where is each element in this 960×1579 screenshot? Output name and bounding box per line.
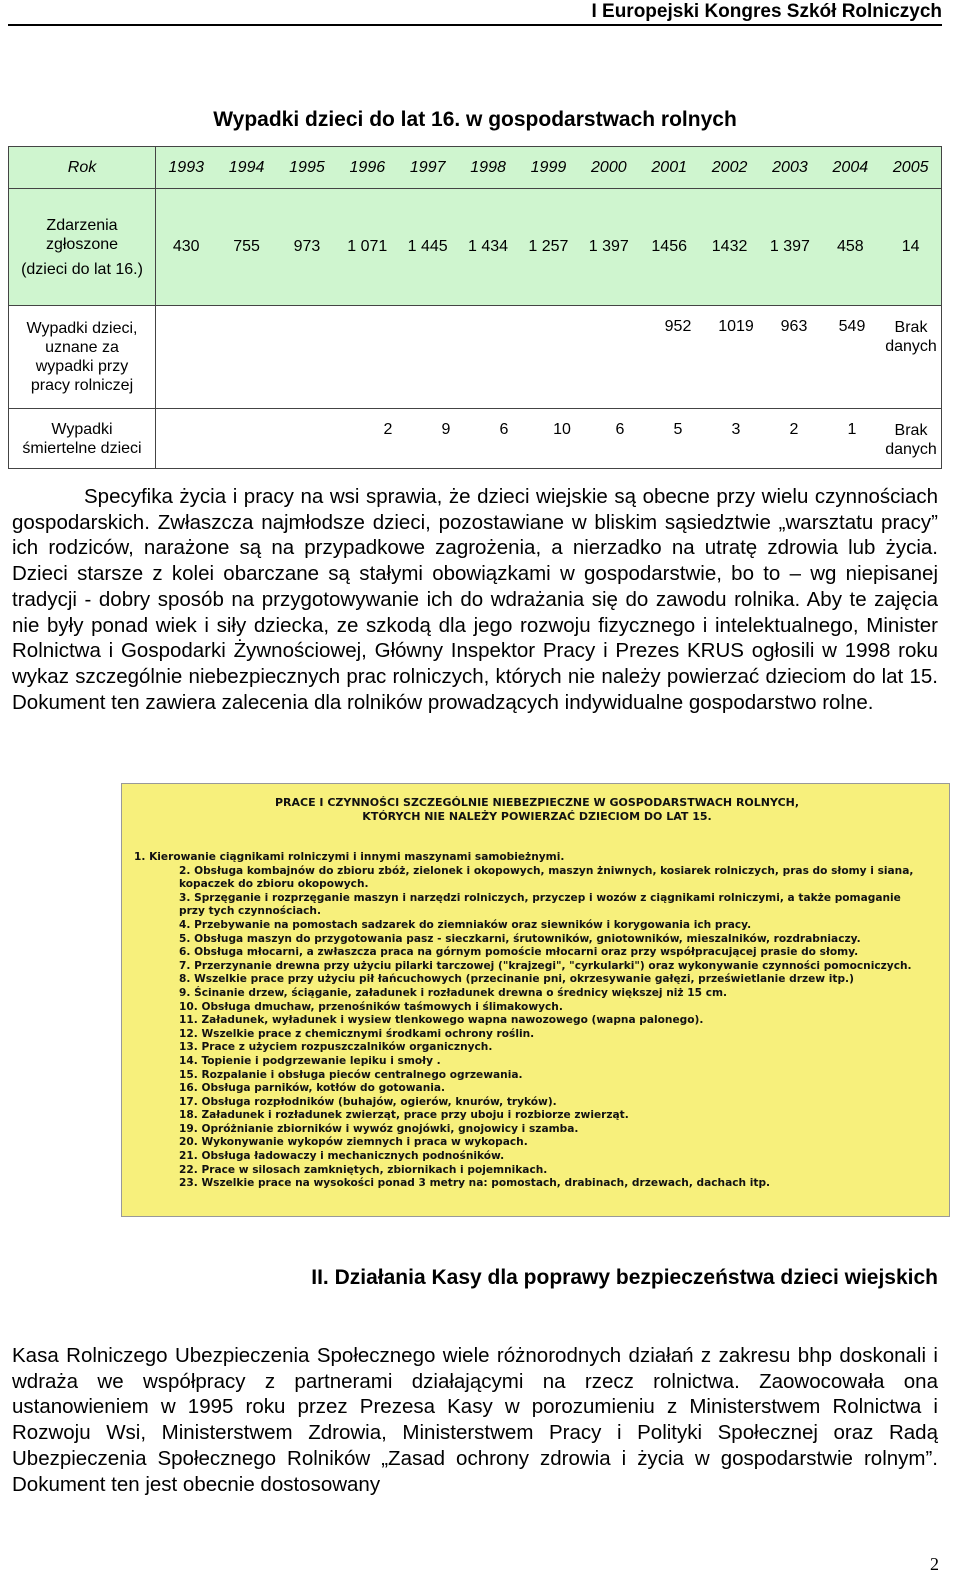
reported-values: [156, 238, 941, 256]
list-item: 12. Wszelkie prace z chemicznymi środkami ochrony roślin.: [179, 1027, 535, 1040]
list-item: 21. Obsługa ładowaczy i mechanicznych podnośników.: [179, 1150, 505, 1163]
accidents-table: [8, 146, 942, 469]
table-cell: 1 397: [588, 238, 629, 255]
paragraph-intro: Specyfika życia i pracy na wsi sprawia, że dzieci wiejskie są obecne przy wielu czynnościach gospodarskich. Zwłaszcza najmłodsze dzieci, pozostawiane w bliskim sąsiedztwie „warsztatu pracy” ich rodziców, narażone są na przypadkowe zagrożenia, a nierzadko na utratę zdrowia lub życia. Dzieci starsze z kolei obarczane są stałymi obowiązkami w gospodarstwie, bo to – wg niepisanej tradycji - dobry sposób na przygotowywanie ich do wdrażania się do zawodu rolnika. Aby te zajęcia nie były ponad wiek i siły dziecka, ze szkodą dla jego rozwoju fizycznego i intelektualnego, Minister Rolnictwa i Gospodarki Żywnościowej, Główny Inspektor Pracy i Prezes KRUS ogłosili w 1998 roku wykaz szczególnie niebezpiecznych prac rolniczych, których nie należy powierzać dzieciom do lat 15. Dokument ten zawiera zalecenia dla rolników prowadzących indywidualne gospodarstwo rolne.: [12, 485, 938, 714]
paragraph-krus: Kasa Rolniczego Ubezpieczenia Społecznego wiele różnorodnych działań z zakresu bhp doskonali i wdraża we współpracy z partnerami działającymi na rzecz rolnictwa. Zaowocowała ona ustanowieniem w 1995 roku przez Prezesa Kasy w porozumieniu z Ministerstwem Rolnictwa i Rozwoju Wsi, Ministerstwem Zdrowia, Ministerstwem Pracy i Polityki Społecznej oraz Radą Ubezpieczenia Społecznego Rolników „Zasad ochrony zdrowia i życia w gospodarstwie rolnym”. Dokument ten jest obecnie dostosowany: [12, 1344, 938, 1496]
list-item: 10. Obsługa dmuchaw, przenośników taśmowych i ślimakowych.: [179, 1000, 563, 1013]
table-cell: 1456: [651, 238, 687, 255]
work-accident-values: [156, 318, 941, 356]
table-row: [9, 147, 942, 189]
table-cell: 5: [673, 421, 683, 438]
section-title: II. Działania Kasy dla poprawy bezpieczeństwa dzieci wiejskich: [311, 1266, 938, 1289]
table-cell: 952: [664, 318, 692, 335]
table-title: Wypadki dzieci do lat 16. w gospodarstwach rolnych: [213, 108, 737, 131]
table-cell: 2: [383, 421, 393, 438]
row-label-work-accidents: Wypadki dzieci, uznane za wypadki przy pracy rolniczej: [9, 306, 156, 409]
table-row: [9, 409, 942, 469]
page-header: [8, 0, 942, 26]
table-cell: 1 071: [347, 238, 388, 255]
table-cell: 1: [847, 421, 857, 438]
list-item: 16. Obsługa parników, kotłów do gotowania.: [179, 1082, 446, 1095]
table-cell: 1 434: [468, 238, 509, 255]
table-cell: 973: [293, 238, 321, 255]
table-cell: 1997: [409, 158, 446, 176]
row-label-reported: Zdarzenia zgłoszone (dzieci do lat 16.): [9, 189, 156, 306]
dangerous-work-box: [121, 783, 950, 1217]
list-item: 1. Kierowanie ciągnikami rolniczymi i innymi maszynami samobieżnymi.: [134, 851, 565, 863]
table-cell: 430: [172, 238, 200, 255]
table-cell: 549: [838, 318, 866, 335]
table-cell: 3: [731, 421, 741, 438]
list-item: 14. Topienie i podgrzewanie lepiku i smoły .: [179, 1054, 441, 1067]
list-item: 15. Rozpalanie i obsługa pieców centralnego ogrzewania.: [179, 1068, 523, 1081]
table-cell: 1 397: [769, 238, 810, 255]
list-item: 5. Obsługa maszyn do przygotowania pasz - sieczkarni, śrutowników, gniotowników, mieszalników, rozdrabniaczy.: [179, 932, 861, 945]
table-cell: 2003: [772, 158, 808, 176]
table-cell: 1019: [718, 318, 754, 335]
page-number: 2: [930, 1554, 939, 1574]
table-cell: 2: [789, 421, 799, 438]
header-title: I Europejski Kongres Szkół Rolniczych: [591, 1, 942, 22]
list-item: 18. Załadunek i rozładunek zwierząt, prace przy uboju i rozbiorze zwierząt.: [179, 1109, 629, 1122]
list-item: 19. Opróżnianie zbiorników i wywóz gnojówki, gnojowicy i szamba.: [179, 1122, 579, 1135]
table-cell: 2001: [651, 158, 687, 176]
table-cell: 1 257: [528, 238, 569, 255]
row-label-fatal: Wypadki śmiertelne dzieci: [9, 409, 156, 469]
table-cell: 2005: [892, 158, 929, 176]
table-cell: 1 445: [407, 238, 448, 255]
list-item: 7. Przerzynanie drewna przy użyciu pilarki tarczowej ("krajzegi", "cyrkularki") oraz wykonywanie czynności pomocniczych.: [179, 959, 912, 972]
table-cell: 1999: [530, 158, 567, 176]
fatal-values: [156, 421, 941, 459]
no-data-cell: Brak danych: [885, 422, 937, 458]
table-cell: 755: [233, 238, 260, 255]
list-item: 8. Wszelkie prace przy użyciu pił łańcuchowych (przecinanie pni, okrzesywanie gałęzi, prześwietlanie drzew itp.): [179, 973, 854, 986]
list-item: 17. Obsługa rozpłodników (buhajów, ogierów, knurów, tryków).: [179, 1095, 557, 1108]
table-cell: 1993: [168, 158, 204, 176]
list-item: 22. Prace w silosach zamkniętych, zbiornikach i pojemnikach.: [179, 1163, 548, 1176]
table-cell: 1998: [470, 158, 506, 176]
table-cell: 1432: [711, 238, 748, 255]
table-cell: 1994: [228, 158, 265, 176]
list-item: 13. Prace z użyciem rozpuszczalników organicznych.: [179, 1041, 493, 1054]
table-row: [9, 306, 942, 409]
box-title: PRACE I CZYNNOŚCI SZCZEGÓLNIE NIEBEZPIECZNE W GOSPODARSTWACH ROLNYCH, KTÓRYCH NIE NALEŻY POWIERZAĆ DZIECIOM DO LAT 15.: [274, 796, 800, 823]
table-cell: 1996: [349, 158, 386, 176]
year-header: Rok: [9, 147, 156, 189]
list-item: 2. Obsługa kombajnów do zbioru zbóż, zielonek i okopowych, maszyn żniwnych, kosiarek rolniczych, pras do słomy i siana, kopaczek do zbioru okopowych.: [179, 864, 914, 891]
table-row: [9, 189, 942, 306]
table-cell: 6: [615, 421, 625, 438]
table-cell: 2002: [711, 158, 748, 176]
table-cell: 6: [499, 421, 509, 438]
list-item: 11. Załadunek, wyładunek i wysiew tlenkowego wapna nawozowego (wapna palonego).: [179, 1014, 704, 1027]
list-item: 9. Ścinanie drzew, ściąganie, załadunek i rozładunek drewna o średnicy większej niż 15 cm.: [179, 986, 728, 999]
dangerous-work-list: [134, 851, 924, 1191]
no-data-cell: Brak danych: [885, 319, 937, 355]
table-cell: 963: [780, 318, 808, 335]
table-cell: 2000: [591, 158, 627, 176]
list-item: 6. Obsługa młocarni, a zwłaszcza praca na górnym pomoście młocarni oraz przy współpracującej prasie do słomy.: [179, 946, 859, 959]
table-cell: 1995: [289, 158, 325, 176]
table-cell: 14: [901, 238, 920, 255]
list-item: 3. Sprzęganie i rozprzęganie maszyn i narzędzi rolniczych, przyczep i wozów z ciągnikami rolniczymi, a także pomaganie przy tych czynnościach.: [179, 891, 901, 918]
years-row: [156, 159, 941, 177]
list-item: 20. Wykonywanie wykopów ziemnych i praca w wykopach.: [179, 1136, 528, 1149]
list-item: 4. Przebywanie na pomostach sadzarek do ziemniaków oraz siewników i korygowania ich pracy.: [179, 918, 752, 931]
table-cell: 10: [553, 421, 571, 438]
table-cell: 9: [441, 421, 451, 438]
table-cell: 2004: [832, 158, 869, 176]
table-cell: 458: [836, 238, 864, 255]
list-item: 23. Wszelkie prace na wysokości ponad 3 metry na: pomostach, drabinach, drzewach, dachach itp.: [179, 1177, 771, 1190]
